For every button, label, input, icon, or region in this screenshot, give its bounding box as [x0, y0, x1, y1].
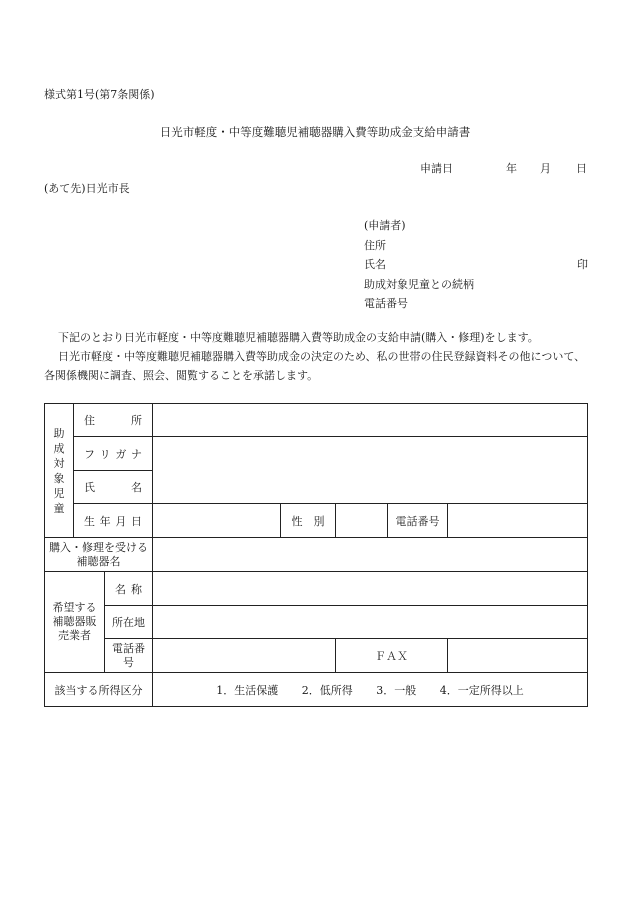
- child-address-label: 住 所: [74, 404, 153, 437]
- applicant-phone-label: 電話番号: [364, 297, 408, 310]
- declaration-paragraph-1: 下記のとおり日光市軽度・中等度難聴児補聴器購入費等助成金の支給申請(購入・修理)をします。: [58, 331, 539, 344]
- application-date-label: 申請日: [420, 162, 453, 175]
- child-furigana-label: フ リ ガ ナ: [74, 437, 153, 471]
- declaration-text: [44, 328, 590, 385]
- month-label: 月: [540, 162, 551, 175]
- vendor-name-field[interactable]: [153, 572, 588, 606]
- applicant-address-label: 住所: [364, 238, 386, 252]
- vendor-section-label: 希望する補聴器販売業者: [45, 572, 105, 673]
- applicant-name-row: [364, 255, 590, 275]
- child-name-label: 氏 名: [74, 471, 153, 504]
- applicant-relationship-label: 助成対象児童との続柄: [364, 277, 474, 291]
- vendor-location-row: [45, 606, 588, 639]
- vendor-phone-label: 電話番号: [105, 639, 153, 673]
- applicant-heading: (申請者): [364, 219, 406, 232]
- form-title: 日光市軽度・中等度難聴児補聴器購入費等助成金支給申請書: [159, 125, 471, 139]
- income-row: [45, 673, 588, 707]
- application-table: [44, 403, 588, 707]
- vendor-phone-field[interactable]: [153, 639, 336, 673]
- child-phone-label: 電話番号: [388, 504, 448, 538]
- vendor-location-field[interactable]: [153, 606, 588, 639]
- applicant-name-label: 氏名: [364, 258, 386, 271]
- income-option-welfare[interactable]: 1．生活保護: [216, 683, 279, 697]
- income-category-options: [153, 673, 588, 707]
- birthdate-field[interactable]: [153, 504, 281, 538]
- day-label: 日: [576, 162, 587, 175]
- gender-field[interactable]: [336, 504, 388, 538]
- child-furigana-row: [45, 437, 588, 471]
- income-option-high[interactable]: 4．一定所得以上: [439, 683, 524, 697]
- child-address-field[interactable]: [153, 404, 588, 437]
- year-label: 年: [506, 162, 517, 175]
- form-number: 様式第1号(第7条関係): [44, 88, 155, 101]
- device-name-field[interactable]: [153, 538, 588, 572]
- applicant-block: [364, 216, 590, 314]
- fax-label: ＦＡＸ: [336, 639, 448, 673]
- income-category-label: 該当する所得区分: [45, 673, 153, 707]
- income-option-general[interactable]: 3．一般: [376, 683, 417, 697]
- addressee: (あて先)日光市長: [44, 182, 130, 195]
- child-name-field[interactable]: [153, 437, 588, 504]
- seal-mark: 印: [577, 258, 588, 271]
- child-phone-field[interactable]: [448, 504, 588, 538]
- vendor-phone-row: [45, 639, 588, 673]
- gender-label: 性 別: [281, 504, 336, 538]
- vendor-name-label: 名 称: [105, 572, 153, 606]
- device-row: [45, 538, 588, 572]
- birthdate-label: 生 年 月 日: [74, 504, 153, 538]
- child-address-row: [45, 404, 588, 437]
- vendor-location-label: 所在地: [105, 606, 153, 639]
- income-option-low[interactable]: 2．低所得: [301, 683, 353, 697]
- declaration-paragraph-2: 日光市軽度・中等度難聴児補聴器購入費等助成金の決定のため、私の世帯の住民登録資料その他について、各関係機関に調査、照会、閲覧することを承諾します。: [44, 350, 586, 382]
- child-birth-row: [45, 504, 588, 538]
- fax-field[interactable]: [448, 639, 588, 673]
- device-name-label: 購入・修理を受ける補聴器名: [45, 538, 153, 572]
- child-section-label: 助 成 対 象 児 童: [45, 404, 74, 538]
- vendor-name-row: [45, 572, 588, 606]
